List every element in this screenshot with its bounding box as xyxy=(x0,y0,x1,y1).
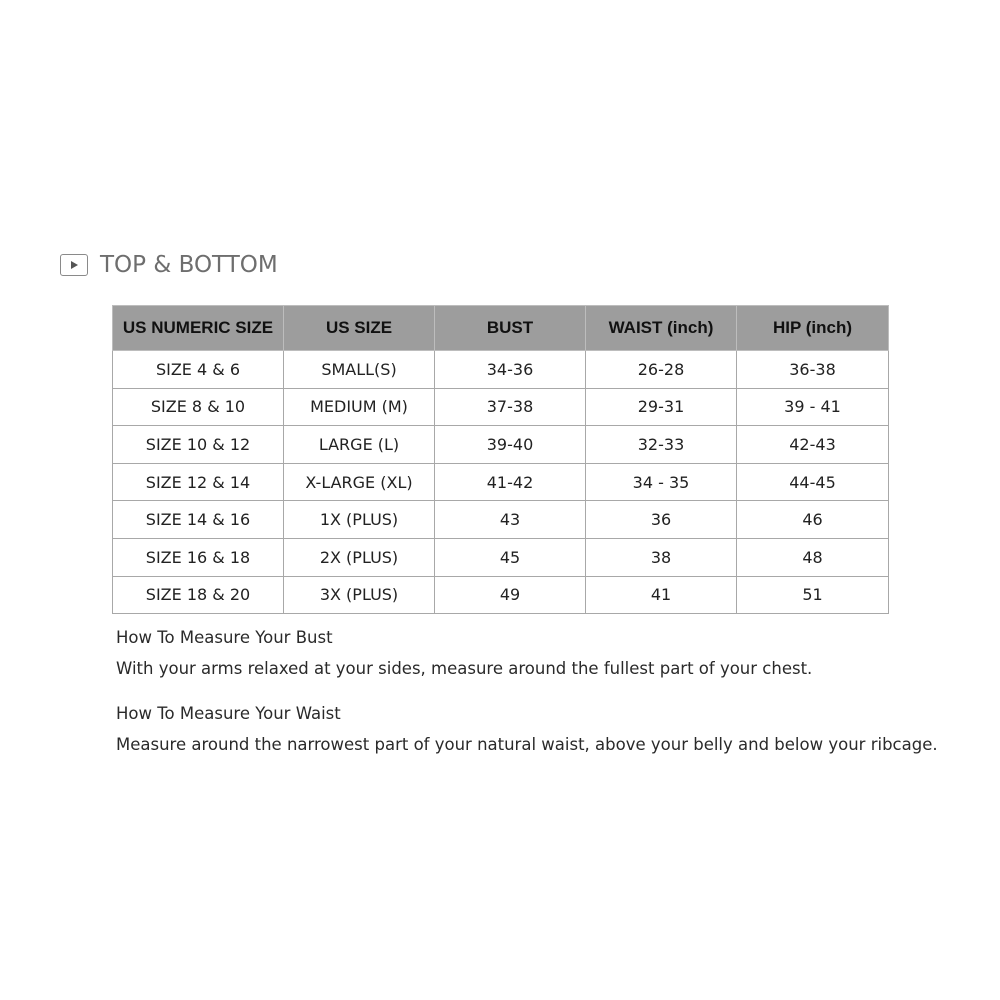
bust-note xyxy=(116,626,976,680)
table-cell: LARGE (L) xyxy=(284,426,435,464)
note-body: With your arms relaxed at your sides, measure around the fullest part of your chest. xyxy=(116,659,813,678)
table-cell: SIZE 14 & 16 xyxy=(113,501,284,539)
table-cell: 26-28 xyxy=(586,351,737,389)
table-cell: SIZE 18 & 20 xyxy=(113,576,284,614)
table-cell: 43 xyxy=(435,501,586,539)
table-row xyxy=(113,388,889,426)
note-body: Measure around the narrowest part of your natural waist, above your belly and below your ribcage. xyxy=(116,735,938,754)
play-icon[interactable] xyxy=(60,254,88,276)
column-header: US NUMERIC SIZE xyxy=(113,306,284,351)
table-row xyxy=(113,351,889,389)
column-header: BUST xyxy=(435,306,586,351)
section-header xyxy=(60,248,278,282)
table-row xyxy=(113,426,889,464)
column-header: WAIST (inch) xyxy=(586,306,737,351)
table-row xyxy=(113,576,889,614)
table-cell: SIZE 12 & 14 xyxy=(113,463,284,501)
table-cell: SIZE 4 & 6 xyxy=(113,351,284,389)
table-header-row xyxy=(113,306,889,351)
table-row xyxy=(113,463,889,501)
table-row xyxy=(113,501,889,539)
waist-note xyxy=(116,702,976,756)
table-cell: 51 xyxy=(737,576,889,614)
table-cell: 1X (PLUS) xyxy=(284,501,435,539)
table-cell: 46 xyxy=(737,501,889,539)
table-cell: 2X (PLUS) xyxy=(284,538,435,576)
table-cell: 44-45 xyxy=(737,463,889,501)
table-cell: 36 xyxy=(586,501,737,539)
table-cell: X-LARGE (XL) xyxy=(284,463,435,501)
note-title: How To Measure Your Bust xyxy=(116,628,333,647)
table-cell: 39 - 41 xyxy=(737,388,889,426)
table-cell: 34-36 xyxy=(435,351,586,389)
size-chart-table xyxy=(112,305,889,614)
note-title: How To Measure Your Waist xyxy=(116,704,341,723)
table-cell: 37-38 xyxy=(435,388,586,426)
column-header: HIP (inch) xyxy=(737,306,889,351)
table-row xyxy=(113,538,889,576)
table-cell: 41 xyxy=(586,576,737,614)
table-cell: 36-38 xyxy=(737,351,889,389)
table-cell: 39-40 xyxy=(435,426,586,464)
table-cell: 49 xyxy=(435,576,586,614)
table-cell: MEDIUM (M) xyxy=(284,388,435,426)
play-triangle-icon xyxy=(69,260,79,270)
table-cell: SIZE 10 & 12 xyxy=(113,426,284,464)
table-cell: 3X (PLUS) xyxy=(284,576,435,614)
table-cell: SMALL(S) xyxy=(284,351,435,389)
table-cell: 38 xyxy=(586,538,737,576)
table-cell: 32-33 xyxy=(586,426,737,464)
measurement-notes xyxy=(116,626,976,778)
table-cell: 48 xyxy=(737,538,889,576)
column-header: US SIZE xyxy=(284,306,435,351)
table-cell: 41-42 xyxy=(435,463,586,501)
table-cell: 34 - 35 xyxy=(586,463,737,501)
section-title: TOP & BOTTOM xyxy=(100,252,278,278)
table-cell: SIZE 16 & 18 xyxy=(113,538,284,576)
table-cell: 42-43 xyxy=(737,426,889,464)
table-cell: SIZE 8 & 10 xyxy=(113,388,284,426)
table-cell: 45 xyxy=(435,538,586,576)
table-cell: 29-31 xyxy=(586,388,737,426)
